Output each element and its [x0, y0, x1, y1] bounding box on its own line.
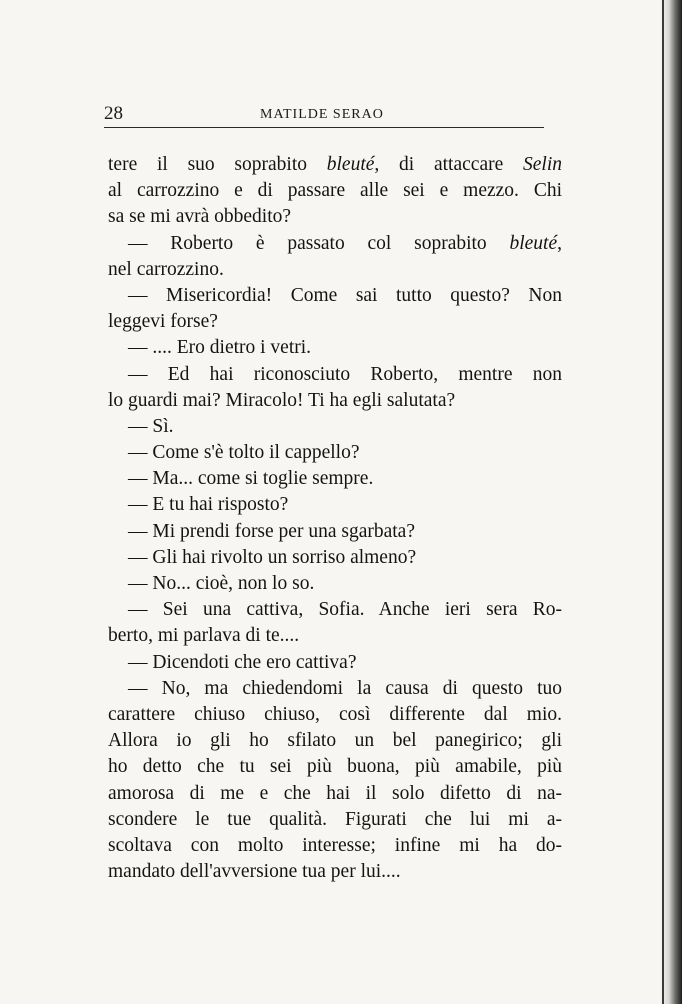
- text-line: — Ed hai riconosciuto Roberto, mentre non: [128, 363, 562, 385]
- text-line: mandato dell'avversione tua per lui....: [108, 861, 401, 883]
- text-line: tere il suo soprabito bleuté, di attaccare Selin: [108, 154, 562, 175]
- text-line: — Sì.: [128, 415, 174, 437]
- text-line: berto, mi parlava di te....: [108, 625, 300, 647]
- text-line: scoltava con molto interesse; infine mi ha do-: [108, 834, 562, 856]
- text-line: lo guardi mai? Miracolo! Ti ha egli salutata?: [108, 389, 456, 411]
- header-rule: [104, 127, 544, 128]
- text-line: — Come s'è tolto il cappello?: [128, 442, 360, 464]
- text-line: — Gli hai rivolto un sorriso almeno?: [128, 546, 417, 568]
- text-line: sa se mi avrà obbedito?: [108, 206, 292, 228]
- text-line: scondere le tue qualità. Figurati che lui mi a-: [108, 808, 562, 830]
- page-edge-line: [662, 0, 664, 1004]
- text-line: — Ma... come si toglie sempre.: [128, 468, 374, 490]
- text-line: — .... Ero dietro i vetri.: [128, 337, 312, 359]
- text-line: — Dicendoti che ero cattiva?: [128, 651, 357, 673]
- text-line: — No, ma chiedendomi la causa di questo tuo: [128, 677, 562, 699]
- text-line: — Mi prendi forse per una sgarbata?: [128, 520, 415, 542]
- text-line: nel carrozzino.: [108, 258, 224, 280]
- text-line: — Sei una cattiva, Sofia. Anche ieri sera Ro-: [128, 599, 562, 621]
- text-line: carattere chiuso chiuso, così differente dal mio.: [108, 703, 562, 725]
- page-number: 28: [104, 103, 123, 124]
- running-head: MATILDE SERAO: [260, 107, 384, 122]
- text-line: — Misericordia! Come sai tutto questo? Non: [128, 284, 562, 306]
- text-line: al carrozzino e di passare alle sei e mezzo. Chi: [108, 180, 562, 202]
- text-line: leggevi forse?: [108, 311, 218, 333]
- text-line: — Roberto è passato col soprabito bleuté,: [128, 232, 562, 254]
- text-line: ho detto che tu sei più buona, più amabile, più: [108, 756, 562, 778]
- text-line: — No... cioè, non lo so.: [128, 573, 315, 594]
- text-line: — E tu hai risposto?: [128, 494, 289, 516]
- text-line: amorosa di me e che hai il solo difetto di na-: [108, 782, 562, 804]
- page-header: [104, 100, 544, 130]
- body-text: [108, 152, 562, 885]
- text-line: Allora io gli ho sfilato un bel panegirico; gli: [108, 730, 562, 752]
